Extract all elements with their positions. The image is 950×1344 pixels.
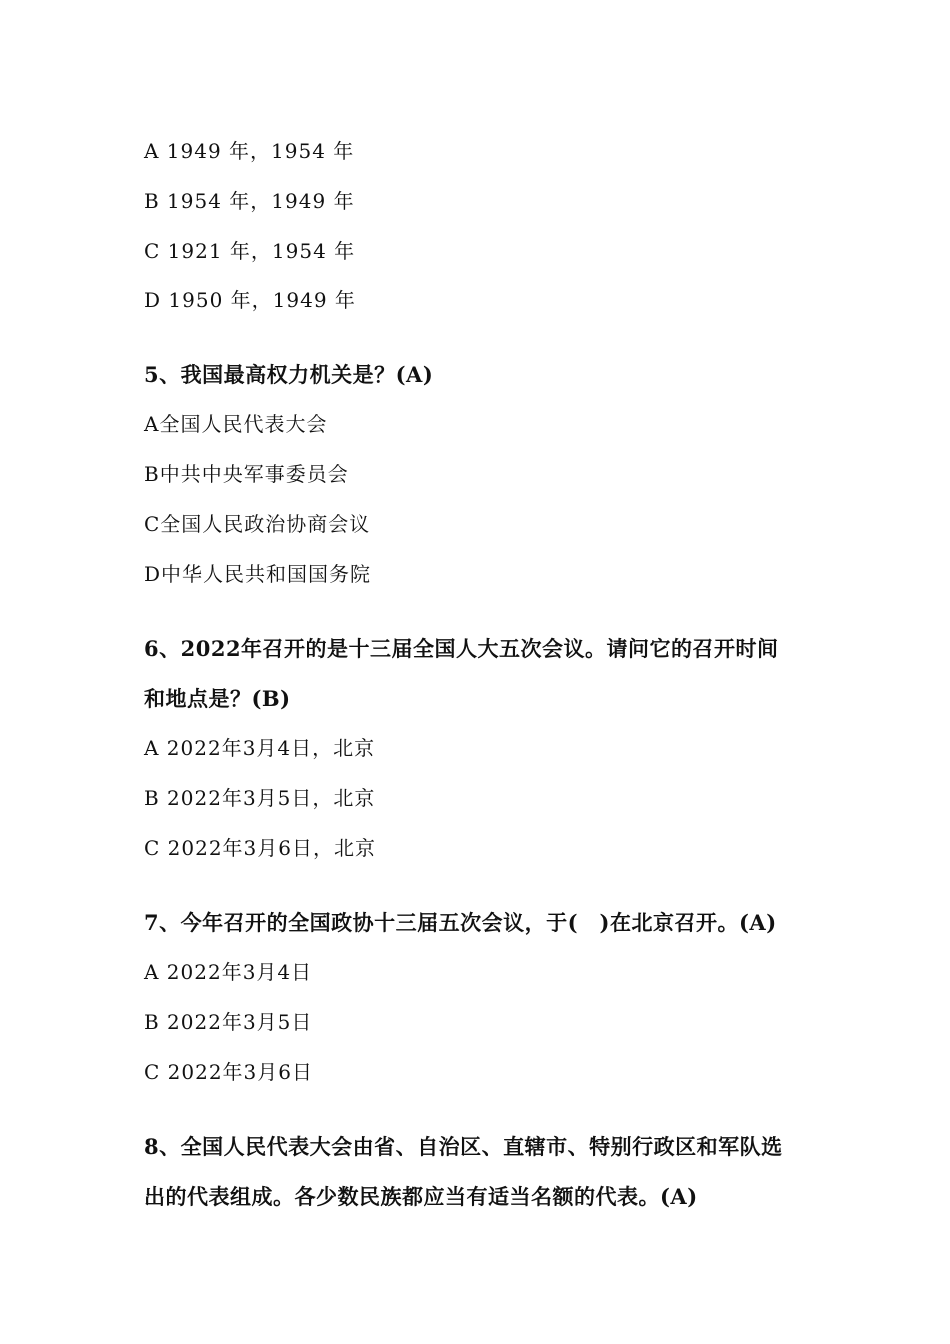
q6-question-line-1: 6、2022年召开的是十三届全国人大五次会议。请问它的召开时间: [144, 636, 779, 661]
q6-option-b: B 2022年3月5日，北京: [144, 786, 376, 810]
q7-option-a: A 2022年3月4日: [144, 960, 313, 984]
q5-question: 5、我国最高权力机关是？(A): [144, 362, 434, 387]
q4-option-a: A 1949 年，1954 年: [144, 139, 355, 163]
q4-option-c: C 1921 年，1954 年: [144, 239, 356, 263]
q7-question: 7、今年召开的全国政协十三届五次会议，于( )在北京召开。(A): [144, 910, 777, 935]
q4-option-b: B 1954 年，1949 年: [144, 189, 355, 213]
q8-question-line-1: 8、全国人民代表大会由省、自治区、直辖市、特别行政区和军队选: [144, 1134, 783, 1159]
q6-question-line-2: 和地点是？(B): [144, 686, 291, 711]
q5-option-a: A全国人民代表大会: [144, 412, 328, 436]
q5-option-c: C全国人民政治协商会议: [144, 512, 371, 536]
q7-option-b: B 2022年3月5日: [144, 1010, 313, 1034]
q5-option-d: D中华人民共和国国务院: [144, 562, 372, 586]
q6-option-a: A 2022年3月4日，北京: [144, 736, 376, 760]
q6-option-c: C 2022年3月6日，北京: [144, 836, 377, 860]
q7-option-c: C 2022年3月6日: [144, 1060, 314, 1084]
q5-option-b: B中共中央军事委员会: [144, 462, 349, 486]
q8-question-line-2: 出的代表组成。各少数民族都应当有适当名额的代表。(A): [144, 1184, 698, 1209]
q4-option-d: D 1950 年，1949 年: [144, 288, 356, 312]
